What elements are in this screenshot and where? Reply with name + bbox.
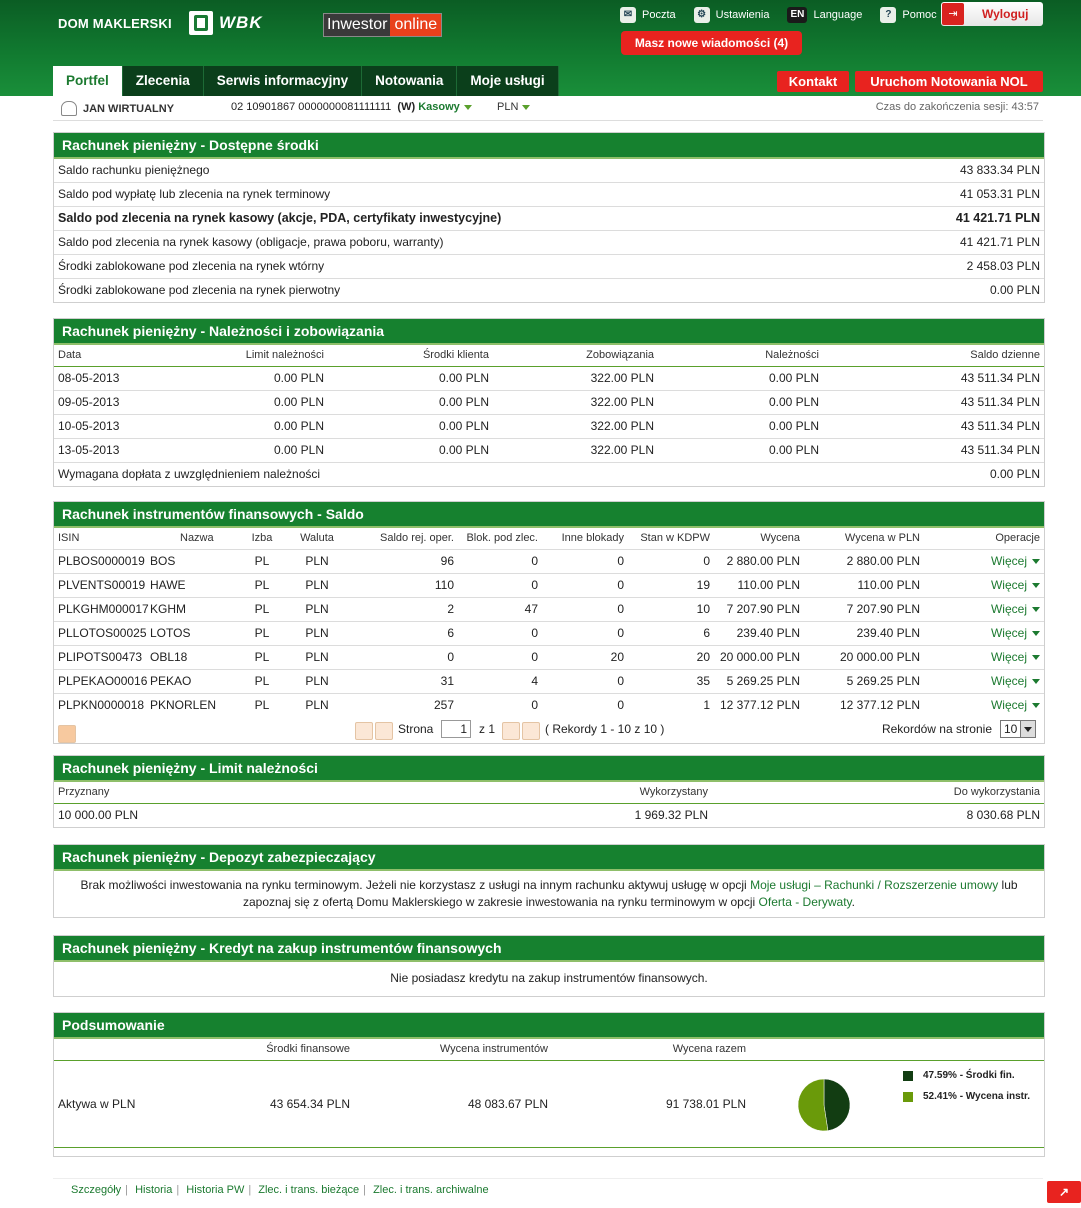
cell: 0.00 PLN xyxy=(768,443,819,457)
receivables-panel xyxy=(53,318,1045,487)
cell-wycena-pln: 110.00 PLN xyxy=(857,578,920,592)
cell-izba: PL xyxy=(254,698,270,712)
cell: 0.00 PLN xyxy=(273,419,324,433)
panel-title: Podsumowanie xyxy=(54,1013,1044,1039)
col-header: Wycena xyxy=(760,532,800,544)
cell-kdpw: 35 xyxy=(696,674,710,688)
row-label: Środki zablokowane pod zlecenia na rynek wtórny xyxy=(58,259,325,273)
footer-links: Szczegóły | Historia | Historia PW | Zlec. i trans. bieżące | Zlec. i trans. archiwalne xyxy=(53,1178,1043,1201)
legend-swatch xyxy=(903,1071,913,1081)
cell-waluta: PLN xyxy=(305,674,329,688)
allocation-pie-chart xyxy=(794,1075,854,1135)
cell-name: PEKAO xyxy=(150,674,192,688)
legend-label: 52.41% - Wycena instr. xyxy=(923,1091,1031,1102)
logo-icon xyxy=(189,11,213,35)
cell-name: PKNORLEN xyxy=(150,698,217,712)
col-header: Saldo dzienne xyxy=(970,349,1040,361)
chevron-down-icon xyxy=(1032,559,1040,564)
table-row xyxy=(54,804,1044,827)
footer-link-historia-pw[interactable]: Historia PW xyxy=(186,1184,245,1196)
per-page-value: 10 xyxy=(1004,722,1018,736)
deposit-text-2: lub zapoznaj się z ofertą Domu Maklerskiego w zakresie inwestowania na rynku terminowym w opcji xyxy=(242,878,1018,909)
col-header: Inne blokady xyxy=(561,532,624,544)
logout-icon: ⇥ xyxy=(942,3,964,25)
table-row xyxy=(54,550,1044,574)
cell-inne: 0 xyxy=(617,626,624,640)
col-header: Środki klienta xyxy=(422,349,489,361)
cell-kdpw: 19 xyxy=(696,578,710,592)
inwestor-online-logo xyxy=(323,13,442,37)
chevron-down-icon xyxy=(1032,583,1040,588)
cell: 8 030.68 PLN xyxy=(966,808,1040,822)
table-header xyxy=(54,782,1044,804)
nav-help-label: Pomoc xyxy=(902,9,937,21)
footer-link-historia[interactable]: Historia xyxy=(135,1184,173,1196)
cell: 0.00 PLN xyxy=(273,395,324,409)
row-value: 43 833.34 PLN xyxy=(959,163,1040,177)
first-page-button[interactable] xyxy=(355,722,373,740)
cell: 0.00 PLN xyxy=(438,419,489,433)
cell-izba: PL xyxy=(254,578,270,592)
cell-kdpw: 20 xyxy=(696,650,710,664)
arrow-up-right-icon: ↗ xyxy=(1058,1185,1070,1199)
credit-note: Nie posiadasz kredytu na zakup instrumentów finansowych. xyxy=(390,971,708,985)
panel-title: Rachunek pieniężny - Należności i zobowiązania xyxy=(54,319,1044,345)
cell: 322.00 PLN xyxy=(590,419,654,433)
user-info xyxy=(61,101,174,116)
cell-waluta: PLN xyxy=(305,554,329,568)
cell-inne: 20 xyxy=(610,650,624,664)
row-value: 2 458.03 PLN xyxy=(966,259,1040,273)
cell: 91 738.01 PLN xyxy=(665,1097,746,1111)
market-type: Kasowy xyxy=(418,101,460,113)
col-header: ISIN xyxy=(58,532,80,544)
last-page-button[interactable] xyxy=(522,722,540,740)
scroll-top-button[interactable] xyxy=(1047,1181,1081,1203)
summary-panel xyxy=(53,1012,1045,1157)
cell-saldo: 31 xyxy=(440,674,454,688)
limit-panel xyxy=(53,755,1045,828)
nav-settings-label: Ustawienia xyxy=(715,9,770,21)
cell-name: BOS xyxy=(150,554,176,568)
page-of: z 1 xyxy=(479,722,496,736)
cell: 0.00 PLN xyxy=(438,443,489,457)
cell-waluta: PLN xyxy=(305,698,329,712)
table-row xyxy=(54,231,1044,255)
cell-isin: PLBOS0000019 xyxy=(58,554,145,568)
prev-page-button[interactable] xyxy=(375,722,393,740)
cell-wycena: 110.00 PLN xyxy=(737,578,800,592)
footer-link-biezace[interactable]: Zlec. i trans. bieżące xyxy=(258,1184,360,1196)
page-input[interactable]: 1 xyxy=(441,720,471,738)
cell-blok: 0 xyxy=(531,554,538,568)
col-header: Do wykorzystania xyxy=(953,786,1040,798)
deposit-text-1: Brak możliwości inwestowania na rynku terminowym. Jeżeli nie korzystasz z usługi na innym rachunku aktywuj usługę w opcji xyxy=(80,878,747,892)
panel-title: Rachunek pieniężny - Kredyt na zakup instrumentów finansowych xyxy=(54,936,1044,962)
cell-wycena: 7 207.90 PLN xyxy=(726,602,800,616)
more-button[interactable] xyxy=(920,574,1040,597)
table-row xyxy=(54,598,1044,622)
cell: 0.00 PLN xyxy=(768,371,819,385)
more-label: Więcej xyxy=(990,554,1027,568)
cell-izba: PL xyxy=(254,554,270,568)
cell-name: OBL18 xyxy=(150,650,188,664)
cell-wycena-pln: 5 269.25 PLN xyxy=(846,674,920,688)
table-header xyxy=(54,528,1044,550)
cell: 10 000.00 PLN xyxy=(58,808,139,822)
top-nav xyxy=(620,4,955,26)
contact-button[interactable]: Kontakt xyxy=(777,71,849,92)
cell-inne: 0 xyxy=(617,554,624,568)
cell-blok: 0 xyxy=(531,578,538,592)
logo-wbk: WBK xyxy=(219,13,263,32)
pie-slice-1 xyxy=(798,1079,828,1131)
cell-blok: 0 xyxy=(531,698,538,712)
cell-isin: PLIPOTS00473 xyxy=(58,650,143,664)
cell-wycena: 2 880.00 PLN xyxy=(726,554,800,568)
cell: 0.00 PLN xyxy=(768,419,819,433)
launch-nol-button[interactable]: Uruchom Notowania NOL xyxy=(855,71,1043,92)
row-label: Saldo pod zlecenia na rynek kasowy (obligacje, prawa poboru, warranty) xyxy=(58,235,444,249)
cell: 0.00 PLN xyxy=(438,395,489,409)
account-type: (W) xyxy=(397,101,416,113)
refresh-button[interactable] xyxy=(58,725,76,743)
col-header: Waluta xyxy=(300,532,334,544)
col-header: Wykorzystany xyxy=(639,786,708,798)
instruments-panel xyxy=(53,501,1045,744)
help-icon: ? xyxy=(880,7,896,23)
cell-wycena: 12 377.12 PLN xyxy=(719,698,800,712)
deposit-note xyxy=(54,871,1044,917)
account-bar xyxy=(53,96,1043,121)
nav-language[interactable] xyxy=(787,7,862,23)
cell: 0.00 PLN xyxy=(273,371,324,385)
more-label: Więcej xyxy=(990,650,1027,664)
currency-value: PLN xyxy=(497,101,519,113)
panel-title: Rachunek pieniężny - Limit należności xyxy=(54,756,1044,782)
cell-wycena-pln: 20 000.00 PLN xyxy=(839,650,920,664)
cell-inne: 0 xyxy=(617,578,624,592)
row-value: 41 421.71 PLN xyxy=(959,235,1040,249)
footer-link-szczegoly[interactable]: Szczegóły xyxy=(71,1184,122,1196)
cell-blok: 47 xyxy=(524,602,538,616)
cell-blok: 4 xyxy=(531,674,538,688)
gear-icon: ⚙ xyxy=(694,7,710,23)
more-button[interactable] xyxy=(920,598,1040,621)
cell-isin: PLLOTOS00025 xyxy=(58,626,147,640)
col-header: Data xyxy=(58,349,82,361)
cell: 322.00 PLN xyxy=(590,395,654,409)
next-page-button[interactable] xyxy=(502,722,520,740)
table-row xyxy=(54,670,1044,694)
cell: 43 511.34 PLN xyxy=(960,443,1040,457)
row-label: Saldo pod zlecenia na rynek kasowy (akcje, PDA, certyfikaty inwestycyjne) xyxy=(58,211,502,225)
cash-panel xyxy=(53,132,1045,303)
col-header: Limit należności xyxy=(245,349,324,361)
more-label: Więcej xyxy=(990,602,1027,616)
logo-badge-a: Inwestor xyxy=(324,14,390,36)
table-row xyxy=(54,439,1044,463)
row-label: Saldo pod wypłatę lub zlecenia na rynek terminowy xyxy=(58,187,331,201)
chevron-down-icon xyxy=(1032,703,1040,708)
new-messages-button[interactable]: Masz nowe wiadomości (4) xyxy=(621,31,802,55)
tab-notowania[interactable]: Notowania xyxy=(362,66,457,96)
more-label: Więcej xyxy=(990,674,1027,688)
cell-date: 13-05-2013 xyxy=(58,443,120,457)
panel-title: Rachunek pieniężny - Dostępne środki xyxy=(54,133,1044,159)
cell-saldo: 257 xyxy=(433,698,454,712)
nav-mail-label: Poczta xyxy=(642,9,676,21)
cell: 0.00 PLN xyxy=(273,443,324,457)
tab-moje-uslugi[interactable]: Moje usługi xyxy=(457,66,558,96)
col-header: Stan w KDPW xyxy=(640,532,710,544)
legend-item xyxy=(903,1065,1030,1086)
row-label: Wymagana dopłata z uwzględnieniem należności xyxy=(58,467,321,481)
col-header: Przyznany xyxy=(58,786,110,798)
cell: 43 654.34 PLN xyxy=(269,1097,350,1111)
link-oferta-derywaty[interactable]: Oferta - Derywaty xyxy=(758,895,852,909)
col-header: Wycena instrumentów xyxy=(439,1043,548,1055)
col-header: Saldo rej. oper. xyxy=(380,532,454,544)
cell-saldo: 6 xyxy=(447,626,454,640)
cell-date: 09-05-2013 xyxy=(58,395,120,409)
cell-wycena: 20 000.00 PLN xyxy=(719,650,800,664)
chevron-down-icon xyxy=(1032,655,1040,660)
cell-saldo: 96 xyxy=(440,554,454,568)
panel-title: Rachunek pieniężny - Depozyt zabezpieczający xyxy=(54,845,1044,871)
col-header: Blok. pod zlec. xyxy=(466,532,538,544)
account-selector[interactable] xyxy=(231,101,472,113)
cell: 43 511.34 PLN xyxy=(960,419,1040,433)
cell-isin: PLPEKAO00016 xyxy=(58,674,148,688)
cell-name: HAWE xyxy=(150,578,186,592)
session-timer: Czas do zakończenia sesji: 43:57 xyxy=(875,101,1039,113)
page-label: Strona xyxy=(398,722,434,736)
cell-waluta: PLN xyxy=(305,650,329,664)
language-icon: EN xyxy=(787,7,807,23)
col-header: Należności xyxy=(765,349,819,361)
link-moje-uslugi[interactable]: Moje usługi – Rachunki / Rozszerzenie umowy xyxy=(750,878,999,892)
legend-item xyxy=(903,1086,1030,1107)
chevron-down-icon xyxy=(464,105,472,110)
cell: 48 083.67 PLN xyxy=(467,1097,548,1111)
cell: 43 511.34 PLN xyxy=(960,371,1040,385)
records-info: ( Rekordy 1 - 10 z 10 ) xyxy=(545,722,665,736)
legend-label: 47.59% - Środki fin. xyxy=(923,1070,1015,1081)
panel-title: Rachunek instrumentów finansowych - Saldo xyxy=(54,502,1044,528)
deposit-panel xyxy=(53,844,1045,918)
table-row xyxy=(54,367,1044,391)
cell-blok: 0 xyxy=(531,650,538,664)
cell-inne: 0 xyxy=(617,698,624,712)
table-row xyxy=(54,694,1044,717)
row-value: 41 053.31 PLN xyxy=(959,187,1040,201)
logout-button[interactable] xyxy=(941,2,1043,26)
table-row xyxy=(54,183,1044,207)
cell-waluta: PLN xyxy=(305,578,329,592)
col-header: Operacje xyxy=(995,532,1040,544)
table-row xyxy=(54,622,1044,646)
per-page-label: Rekordów na stronie xyxy=(881,722,992,736)
currency-selector[interactable] xyxy=(497,101,530,113)
table-row xyxy=(54,279,1044,302)
cell-wycena: 5 269.25 PLN xyxy=(726,674,800,688)
table-row xyxy=(54,574,1044,598)
col-header: Wycena w PLN xyxy=(844,532,920,544)
cell-kdpw: 1 xyxy=(703,698,710,712)
cell-inne: 0 xyxy=(617,602,624,616)
cell: 0.00 PLN xyxy=(768,395,819,409)
row-label: Środki zablokowane pod zlecenia na rynek pierwotny xyxy=(58,283,341,297)
chevron-down-icon xyxy=(1020,721,1035,737)
cell-wycena-pln: 7 207.90 PLN xyxy=(846,602,920,616)
chevron-down-icon xyxy=(522,105,530,110)
more-button[interactable] xyxy=(920,550,1040,573)
cell-isin: PLVENTS00019 xyxy=(58,578,146,592)
logo-badge-b: online xyxy=(390,14,441,36)
cell: 322.00 PLN xyxy=(590,371,654,385)
cell-wycena: 239.40 PLN xyxy=(736,626,800,640)
credit-panel xyxy=(53,935,1045,997)
cell-izba: PL xyxy=(254,650,270,664)
tab-portfel[interactable]: Portfel xyxy=(53,66,123,96)
cell: 1 969.32 PLN xyxy=(634,808,708,822)
row-value: 0.00 PLN xyxy=(989,283,1040,297)
footer-link-archiwalne[interactable]: Zlec. i trans. archiwalne xyxy=(373,1184,489,1196)
more-button[interactable] xyxy=(920,694,1040,717)
cell-wycena-pln: 2 880.00 PLN xyxy=(846,554,920,568)
table-row xyxy=(54,255,1044,279)
table-row xyxy=(54,391,1044,415)
cell-izba: PL xyxy=(254,674,270,688)
chevron-down-icon xyxy=(1032,607,1040,612)
col-header: Izba xyxy=(251,532,273,544)
table-header xyxy=(54,345,1044,367)
table-row xyxy=(54,159,1044,183)
table-row xyxy=(54,646,1044,670)
cell-izba: PL xyxy=(254,602,270,616)
deposit-text-3: . xyxy=(851,895,856,909)
cell: 322.00 PLN xyxy=(590,443,654,457)
col-header: Nazwa xyxy=(180,532,214,544)
row-label: Aktywa w PLN xyxy=(58,1097,136,1111)
col-header: Zobowiązania xyxy=(586,349,654,361)
main-tabs xyxy=(53,66,559,96)
cell-isin: PLKGHM000017 xyxy=(58,602,149,616)
legend-swatch xyxy=(903,1092,913,1102)
chevron-down-icon xyxy=(1032,631,1040,636)
cell-name: KGHM xyxy=(150,602,186,616)
col-header: Wycena razem xyxy=(672,1043,746,1055)
more-label: Więcej xyxy=(990,578,1027,592)
instruments-rows xyxy=(54,550,1044,717)
cell-waluta: PLN xyxy=(305,626,329,640)
row-label: Saldo rachunku pieniężnego xyxy=(58,163,210,177)
nav-help[interactable] xyxy=(880,7,936,23)
summary-row xyxy=(54,1061,1044,1148)
header-bar xyxy=(0,0,1081,96)
nav-settings[interactable] xyxy=(694,7,770,23)
cell-blok: 0 xyxy=(531,626,538,640)
pagination xyxy=(54,717,1044,743)
more-label: Więcej xyxy=(990,698,1027,712)
per-page-select[interactable] xyxy=(1000,720,1036,738)
table-row xyxy=(54,415,1044,439)
more-button[interactable] xyxy=(920,646,1040,669)
cell-waluta: PLN xyxy=(305,602,329,616)
cell-saldo: 2 xyxy=(447,602,454,616)
cell-date: 08-05-2013 xyxy=(58,371,120,385)
cell-saldo: 0 xyxy=(447,650,454,664)
cell-date: 10-05-2013 xyxy=(58,419,120,433)
mail-icon: ✉ xyxy=(620,7,636,23)
logout-label: Wyloguj xyxy=(982,7,1029,21)
nav-language-label: Language xyxy=(813,9,863,21)
user-name: JAN WIRTUALNY xyxy=(83,102,175,115)
cell-kdpw: 6 xyxy=(703,626,710,640)
tab-zlecenia[interactable]: Zlecenia xyxy=(123,66,204,96)
col-header: Środki finansowe xyxy=(266,1043,350,1055)
cell-izba: PL xyxy=(254,626,270,640)
row-value: 41 421.71 PLN xyxy=(955,211,1040,225)
more-button[interactable] xyxy=(920,622,1040,645)
cell-inne: 0 xyxy=(617,674,624,688)
cell-saldo: 110 xyxy=(434,578,454,592)
more-label: Więcej xyxy=(990,626,1027,640)
cell: 43 511.34 PLN xyxy=(960,395,1040,409)
pie-legend xyxy=(903,1065,1030,1107)
cell-wycena-pln: 12 377.12 PLN xyxy=(839,698,920,712)
logo-text: DOM MAKLERSKI xyxy=(58,16,172,31)
cell-kdpw: 0 xyxy=(703,554,710,568)
tab-serwis-informacyjny[interactable]: Serwis informacyjny xyxy=(204,66,362,96)
table-row xyxy=(54,463,1044,486)
cell-kdpw: 10 xyxy=(696,602,710,616)
pie-slice-0 xyxy=(824,1079,850,1131)
chevron-down-icon xyxy=(1032,679,1040,684)
table-row xyxy=(54,207,1044,231)
user-icon xyxy=(61,101,77,116)
table-header xyxy=(54,1039,1044,1061)
more-button[interactable] xyxy=(920,670,1040,693)
row-value: 0.00 PLN xyxy=(989,467,1040,481)
cell-isin: PLPKN0000018 xyxy=(58,698,145,712)
cell: 0.00 PLN xyxy=(438,371,489,385)
nav-mail[interactable] xyxy=(620,7,676,23)
account-number: 02 10901867 0000000081111111 xyxy=(231,101,392,113)
cell-name: LOTOS xyxy=(150,626,191,640)
cell-wycena-pln: 239.40 PLN xyxy=(856,626,920,640)
